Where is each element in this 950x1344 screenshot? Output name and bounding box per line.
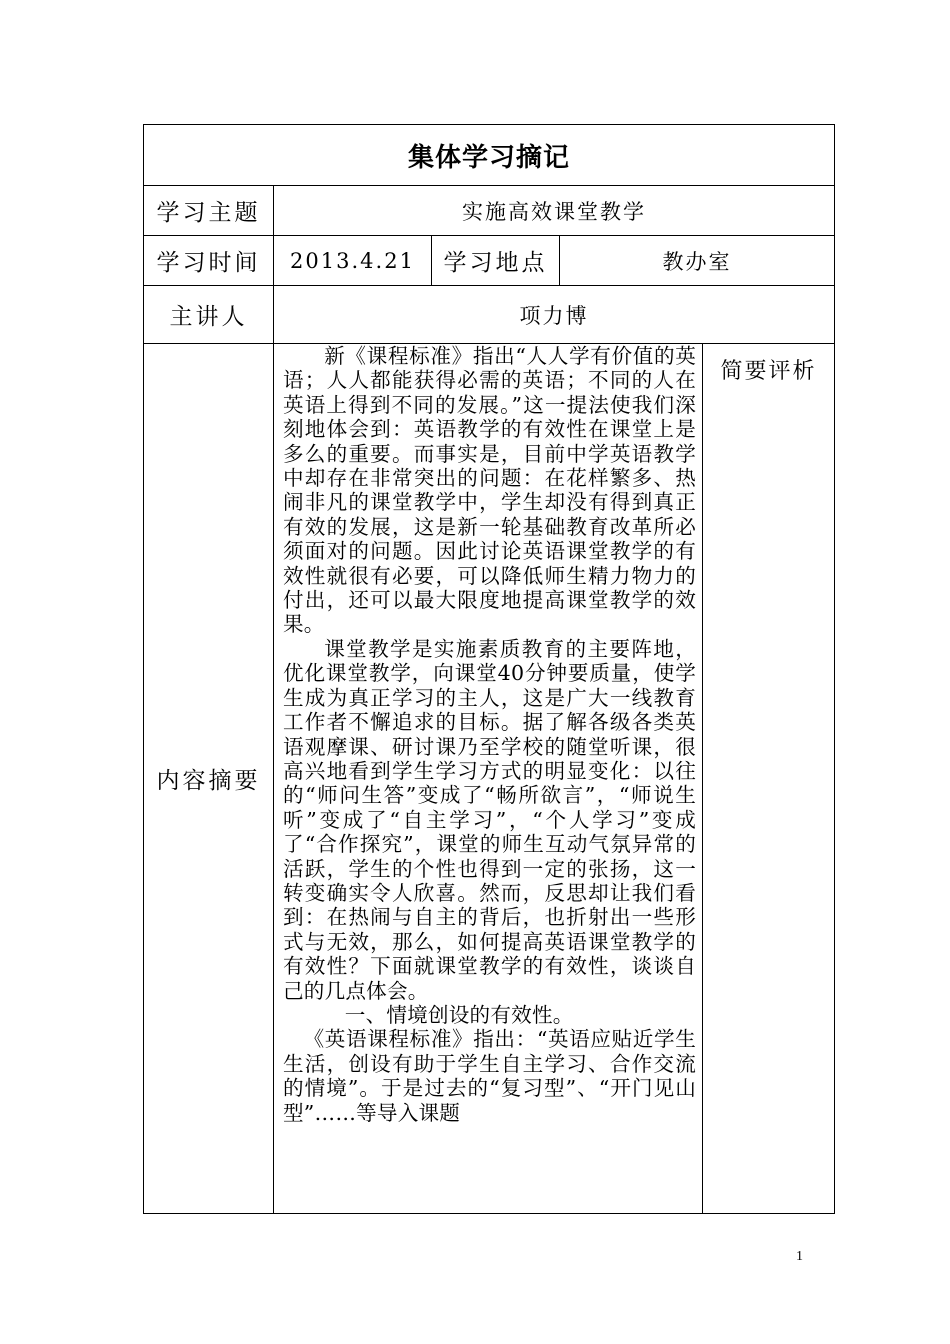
summary-paragraph-1: 新《课程标准》指出“人人学有价值的英语；人人都能获得必需的英语；不同的人在英语上得到不同的发展。”这一提法使我们深刻地体会到：英语教学的有效性在课堂上是多么的重要。而事实是，目前中学英语教学中却存在非常突出的问题：在花样繁多、热闹非凡的课堂教学中，学生却没有得到真正有效的发展，这是新一轮基础教育改革所必须面对的问题。因此讨论英语课堂教学的有效性就很有必要，可以降低师生精力物力的付出，还可以最大限度地提高课堂教学的效果。: [283, 344, 696, 637]
speaker-value: 项力博: [274, 286, 835, 344]
speaker-label: 主讲人: [144, 286, 274, 344]
topic-label: 学习主题: [144, 186, 274, 236]
time-value: 2013.4.21: [274, 236, 432, 286]
summary-paragraph-3: 《英语课程标准》指出：“英语应贴近学生生活，创设有助于学生自主学习、合作交流的情境”。于是过去的“复习型”、“开门见山型”……等导入课题: [283, 1027, 696, 1125]
summary-label: 内容摘要: [144, 344, 274, 1214]
place-value: 教办室: [560, 236, 835, 286]
place-label: 学习地点: [432, 236, 560, 286]
section-heading-1: 一、情境创设的有效性。: [344, 1002, 574, 1027]
page-number: 1: [796, 1249, 803, 1264]
summary-paragraph-2: 课堂教学是实施素质教育的主要阵地，优化课堂教学，向课堂40分钟要质量，使学生成为真正学习的主人，这是广大一线教育工作者不懈追求的目标。据了解各级各类英语观摩课、研讨课乃至学校的随堂听课，很高兴地看到学生学习方式的明显变化：以往的“师问生答”变成了“畅所欲言”，“师说生听”变成了“自主学习”，“个人学习”变成了“合作探究”，课堂的师生互动气氛异常的活跃，学生的个性也得到一定的张扬，这一转变确实令人欣喜。然而，反思却让我们看到：在热闹与自主的背后，也折射出一些形式与无效，那么，如何提高英语课堂教学的有效性？下面就课堂教学的有效性，谈谈自己的几点体会。: [283, 636, 696, 1003]
study-notes-table: [143, 124, 835, 1214]
topic-value: 实施高效课堂教学: [274, 186, 835, 236]
summary-content: [274, 344, 703, 1214]
review-label: 简要评析: [703, 344, 835, 1214]
document-title: 集体学习摘记: [144, 125, 835, 186]
time-label: 学习时间: [144, 236, 274, 286]
